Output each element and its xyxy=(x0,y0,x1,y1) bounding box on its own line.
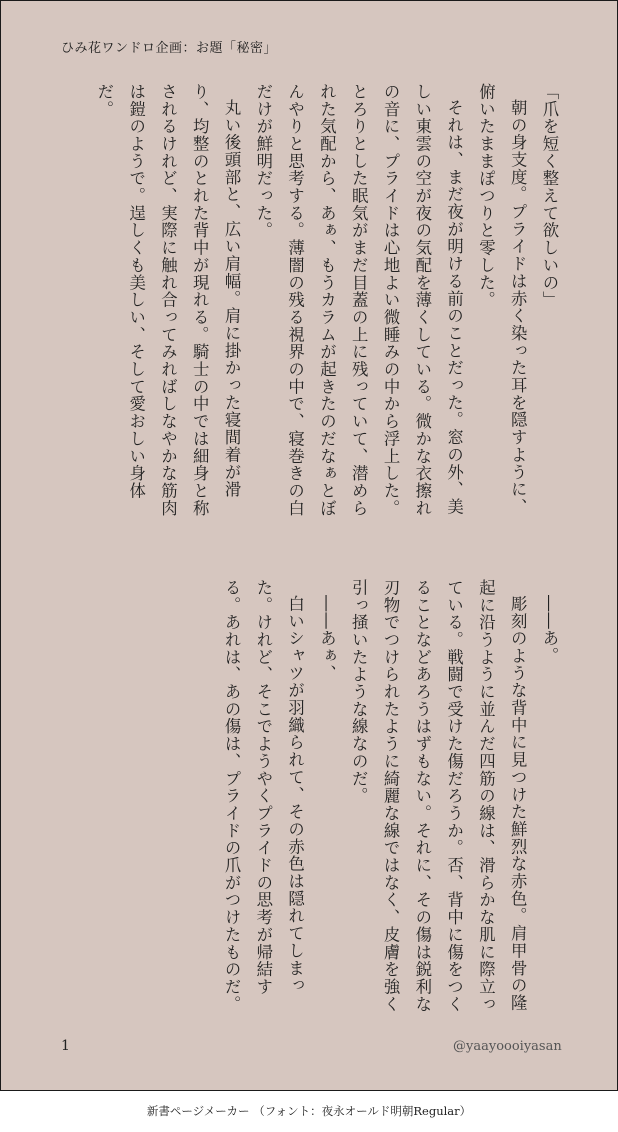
page-number: 1 xyxy=(61,1038,70,1054)
author-handle: @yaayoooiyasan xyxy=(453,1039,562,1054)
generator-footer: 新書ページメーカー （フォント：夜永オールド明朝Regular） xyxy=(146,1104,472,1118)
body-paragraph: 「爪を短く整えて欲しいの」 xyxy=(540,83,559,309)
body-paragraph: ――あ。 xyxy=(540,595,559,665)
body-paragraph: 丸い後頭部と、広い肩幅。肩に掛かった寝間着が滑り、均整のとれた背中が現れる。騎士の中では細身と称されるけれど、実際に触れ合ってみればしなやかな筋肉は鎧のようで。逞しくも美しい、そして愛おしい身体だ。 xyxy=(94,83,242,517)
body-paragraph: それは、まだ夜が明ける前のことだった。窓の外、美しい東雲の空が夜の気配を薄くしている。微かな衣擦れの音に、プライドは心地よい微睡みの中から浮上した。とろりとした眠気がまだ目蓋の上に残っていて、潜められた気配から、あぁ、もうカラムが起きたのだなぁとぼんやりと思考する。薄闇の残る視界の中で、寝巻きの白だけが鮮明だった。 xyxy=(253,83,464,517)
page-header: ひみ花ワンドロ企画：お題「秘密」 xyxy=(61,41,278,56)
body-paragraph: 朝の身支度。プライドは赤く染った耳を隠すように、俯いたままぽつりと零した。 xyxy=(476,83,528,516)
body-paragraph: ――あぁ、 xyxy=(317,595,337,683)
body-paragraph: 彫刻のような背中に見つけた鮮烈な赤色。肩甲骨の隆起に沿うように並んだ四筋の線は、滑らかな肌に際立っている。戦闘で受けた傷だろうか。否、背中に傷をつくることなどあろうはずもない。それに、その傷は鋭利な刃物でつけられたように綺麗な線ではなく、皮膚を強く引っ掻いたような線なのだ。 xyxy=(349,579,528,1013)
body-paragraph: 白いシャツが羽織られて、その赤色は隠れてしまった。けれど、そこでようやくプライドの思考が帰結する。あれは、あの傷は、プライドの爪がつけたものだ。 xyxy=(222,579,305,1013)
vertical-body-text xyxy=(57,83,565,1023)
